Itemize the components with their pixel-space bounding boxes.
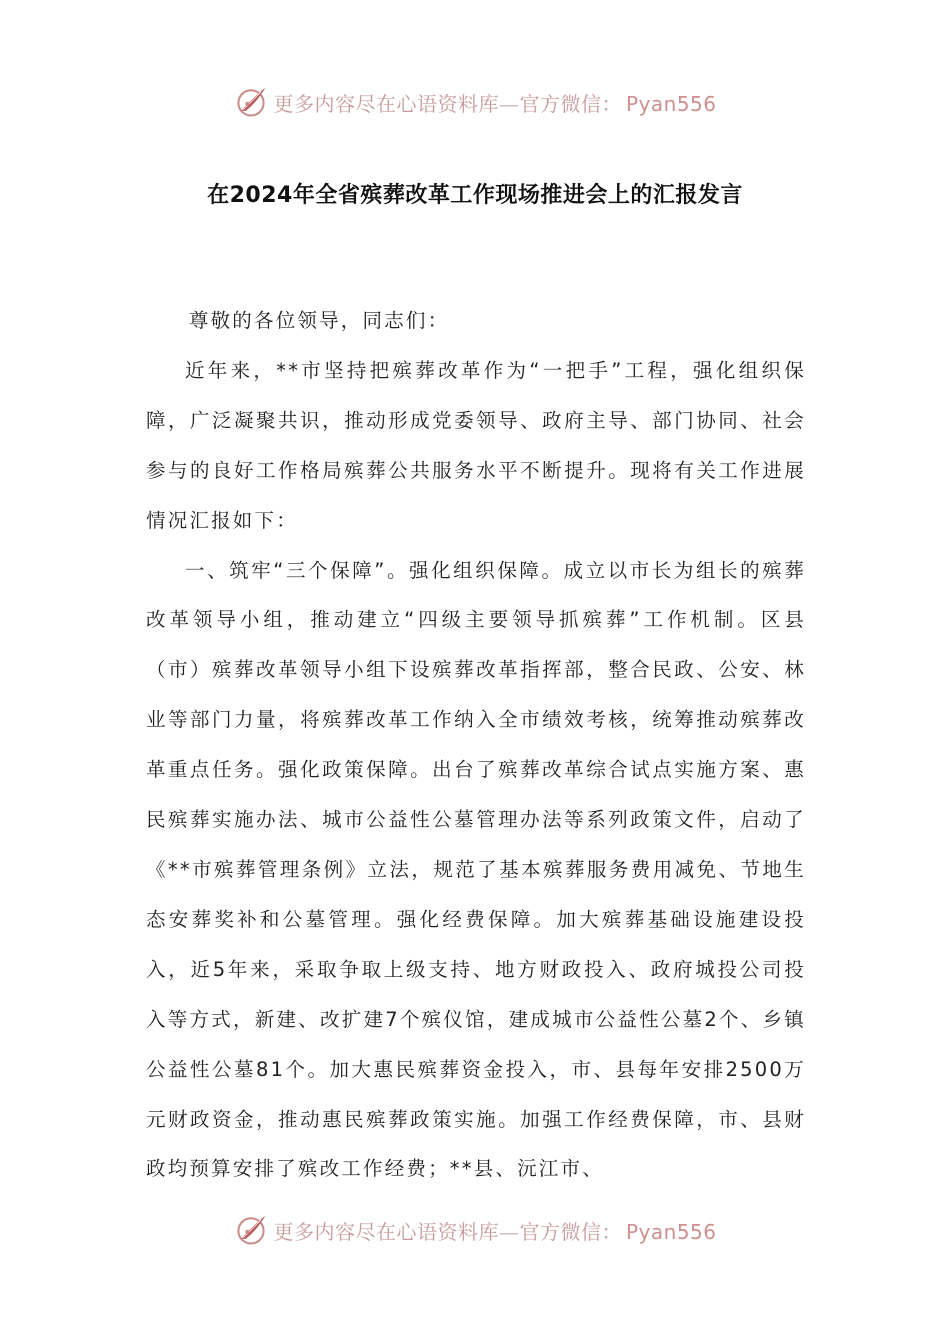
body-paragraph: 近年来，**市坚持把殡葬改革作为“一把手”工程，强化组织保障，广泛凝聚共识，推动形成党委领导、政府主导、部门协同、社会参与的良好工作格局殡葬公共服务水平不断提升。现将有关工作进展情况汇报如下： — [146, 358, 806, 532]
footer-watermark — [0, 1208, 950, 1252]
header-watermark — [0, 80, 950, 124]
quill-pen-logo-icon — [233, 1212, 269, 1248]
document-body — [146, 296, 806, 1194]
quill-pen-logo-icon — [233, 84, 269, 120]
watermark-text: 更多内容尽在心语资料库—官方微信： Pyan556 — [273, 1219, 717, 1244]
watermark-text: 更多内容尽在心语资料库—官方微信： Pyan556 — [273, 91, 717, 116]
salutation: 尊敬的各位领导，同志们： — [188, 309, 450, 332]
body-paragraph: 一、筑牢“三个保障”。强化组织保障。成立以市长为组长的殡葬改革领导小组，推动建立“四级主要领导抓殡葬”工作机制。区县（市）殡葬改革领导小组下设殡葬改革指挥部，整合民政、公安、林业等部门力量，将殡葬改革工作纳入全市绩效考核，统筹推动殡葬改革重点任务。强化政策保障。出台了殡葬改革综合试点实施方案、惠民殡葬实施办法、城市公益性公墓管理办法等系列政策文件，启动了《**市殡葬管理条例》立法，规范了基本殡葬服务费用减免、节地生态安葬奖补和公墓管理。强化经费保障。加大殡葬基础设施建设投入，近5年来，采取争取上级支持、地方财政投入、政府城投公司投入等方式，新建、改扩建7个殡仪馆，建成城市公益性公墓2个、乡镇公益性公墓81个。加大惠民殡葬资金投入，市、县每年安排2500万元财政资金，推动惠民殡葬政策实施。加强工作经费保障，市、县财政均预算安排了殡改工作经费；**县、沅江市、 — [146, 558, 806, 1181]
document-title: 在2024年全省殡葬改革工作现场推进会上的汇报发言 — [207, 183, 743, 208]
